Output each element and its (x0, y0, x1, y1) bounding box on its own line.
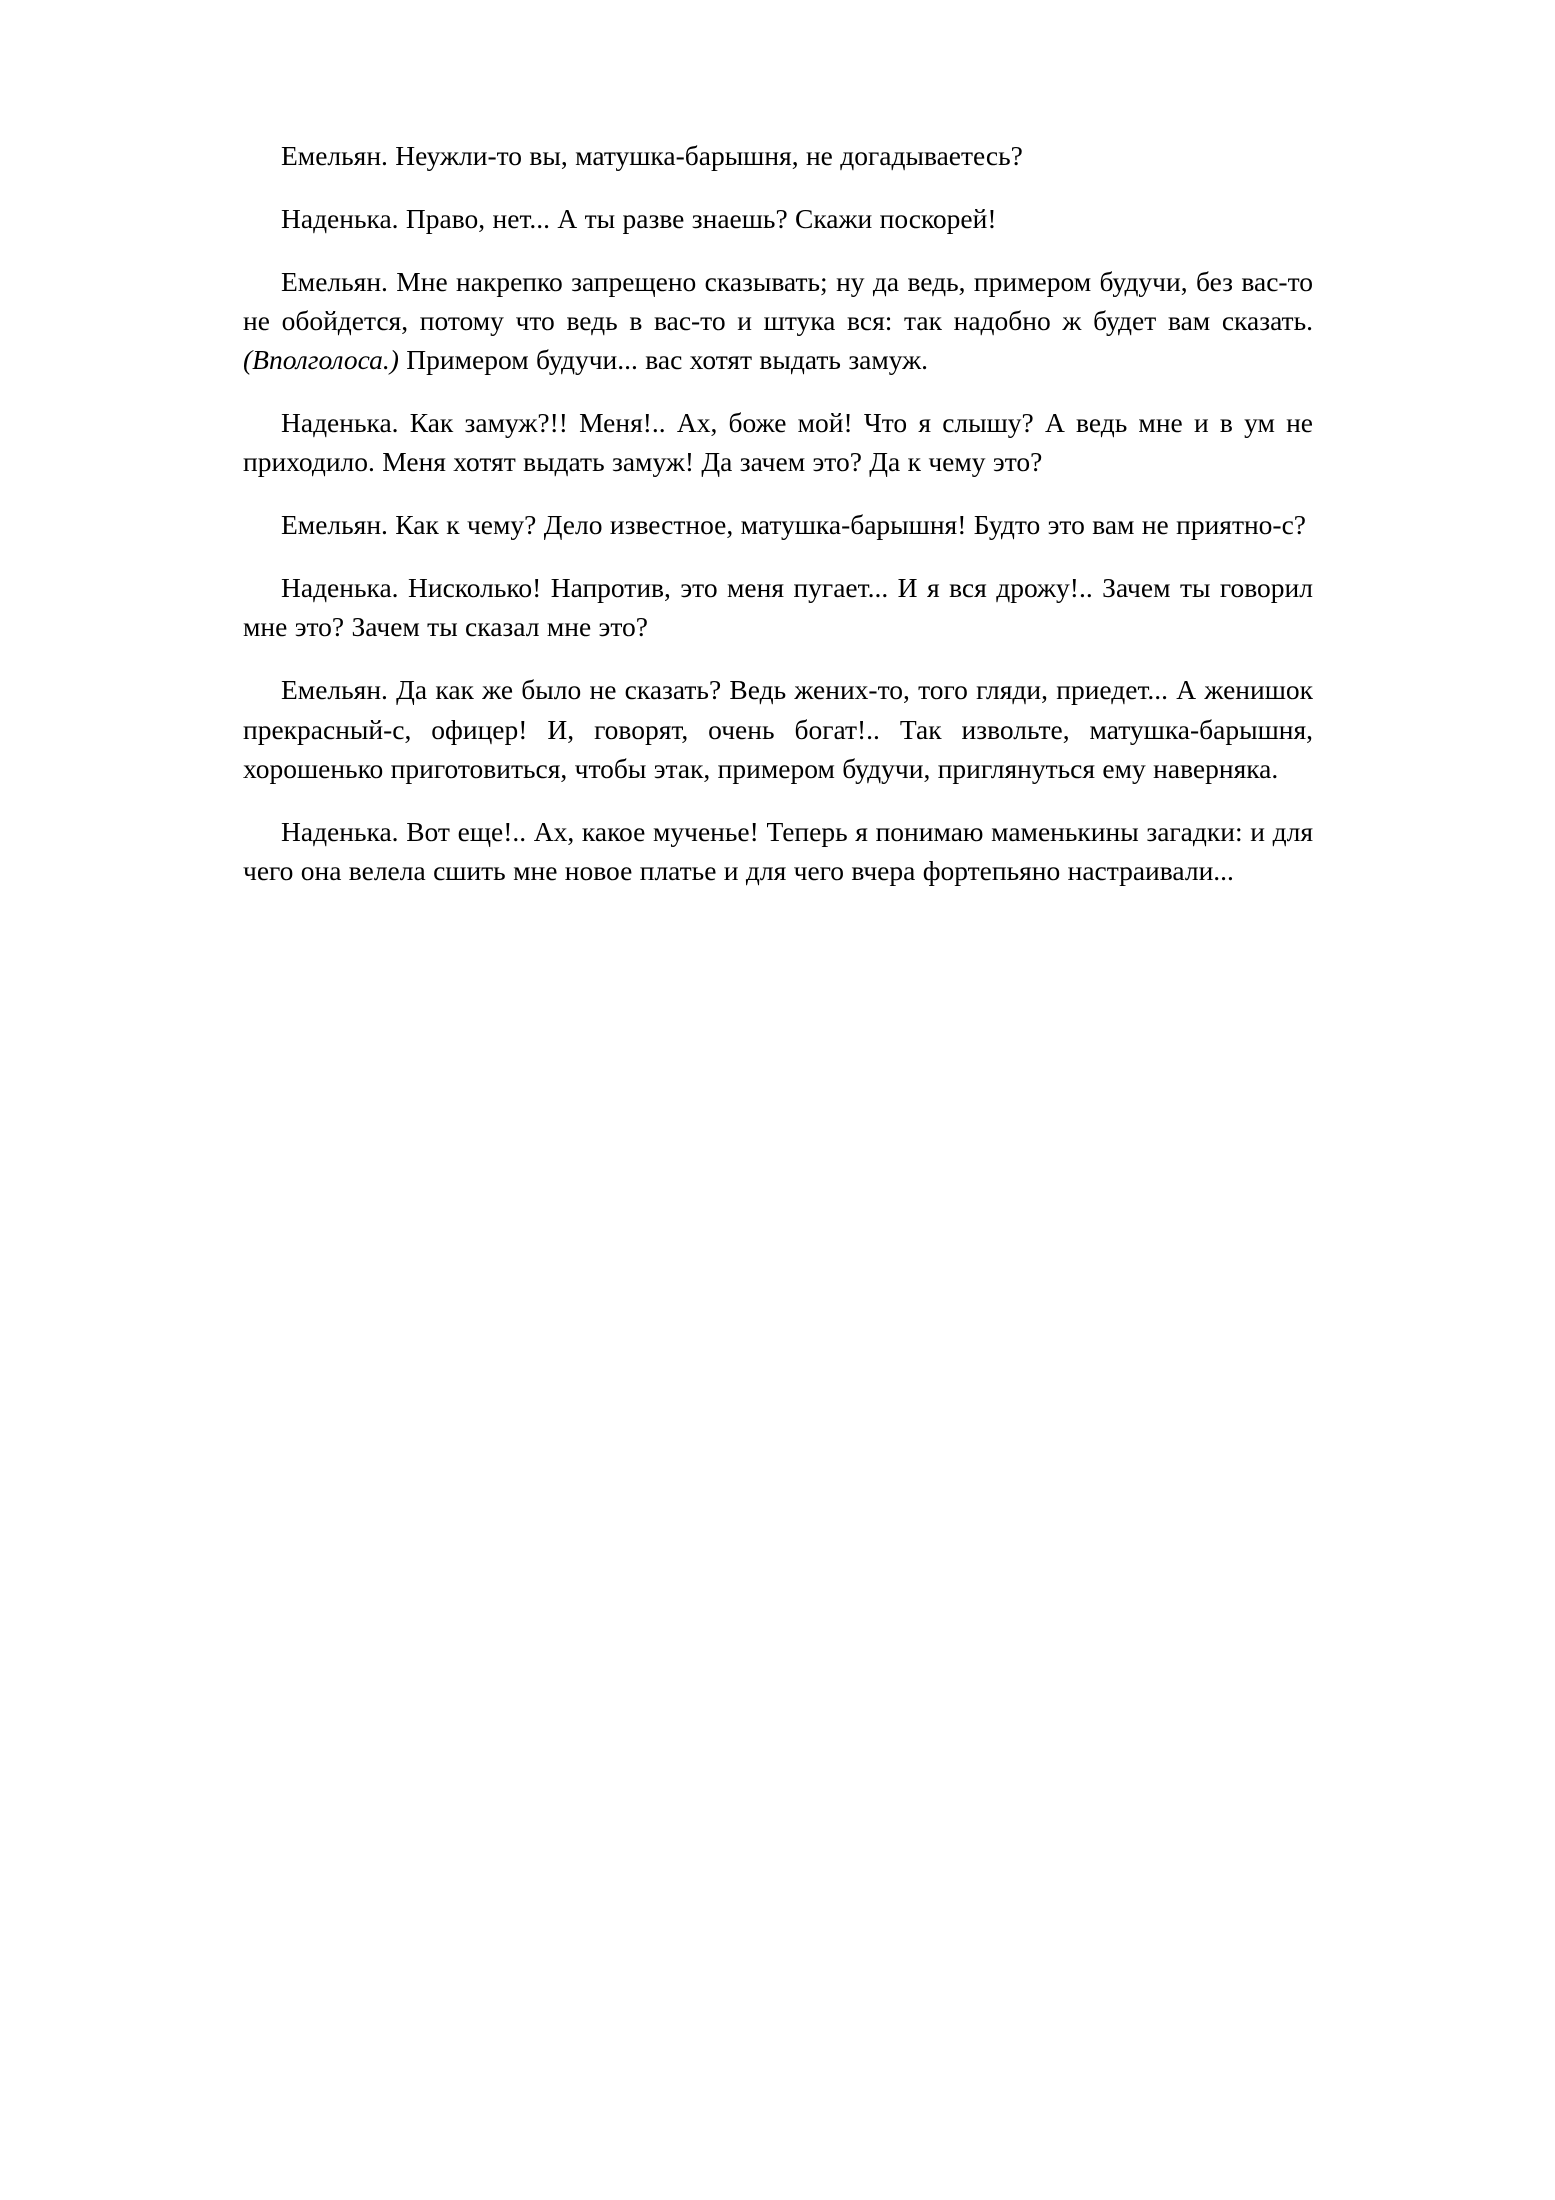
dialogue-paragraph: Наденька. Право, нет... А ты разве знаешь? Скажи поскорей! (281, 203, 997, 235)
dialogue-paragraph: Наденька. Вот еще!.. Ах, какое мученье! Теперь я понимаю маменькины загадки: и для чего она велела сшить мне новое платье и для чего вчера фортепьяно настраивали... (243, 815, 1313, 886)
dialogue-paragraph: Наденька. Как замуж?!! Меня!.. Ах, боже мой! Что я слышу? А ведь мне и в ум не приходило. Меня хотят выдать замуж! Да зачем это? Да к чему это? (243, 407, 1313, 478)
dialogue-paragraph: Наденька. Нисколько! Напротив, это меня пугает... И я вся дрожу!.. Зачем ты говорил мне это? Зачем ты сказал мне это? (243, 572, 1313, 643)
dialogue-text-after-stage: Примером будучи... вас хотят выдать замуж. (398, 344, 929, 376)
page-text-body (243, 136, 1313, 890)
dialogue-paragraph: Емельян. Как к чему? Дело известное, матушка-барышня! Будто это вам не приятно-с? (281, 509, 1307, 541)
dialogue-paragraph: Емельян. Неужли-то вы, матушка-барышня, не догадываетесь? (281, 140, 1023, 171)
dialogue-paragraph (243, 262, 1313, 379)
stage-direction: (Вполголоса.) (243, 344, 399, 376)
dialogue-text-before-stage: Емельян. Мне накрепко запрещено сказывать; ну да ведь, примером будучи, без вас-то не обойдется, потому что ведь в вас-то и штука вся: так надобно ж будет вам сказать. (243, 266, 1313, 337)
dialogue-paragraph: Емельян. Да как же было не сказать? Ведь жених-то, того гляди, приедет... А женишок прекрасный-с, офицер! И, говорят, очень богат!.. Так извольте, матушка-барышня, хорошенько приготовиться, чтобы этак, примером будучи, приглянуться ему наверняка. (243, 674, 1313, 784)
